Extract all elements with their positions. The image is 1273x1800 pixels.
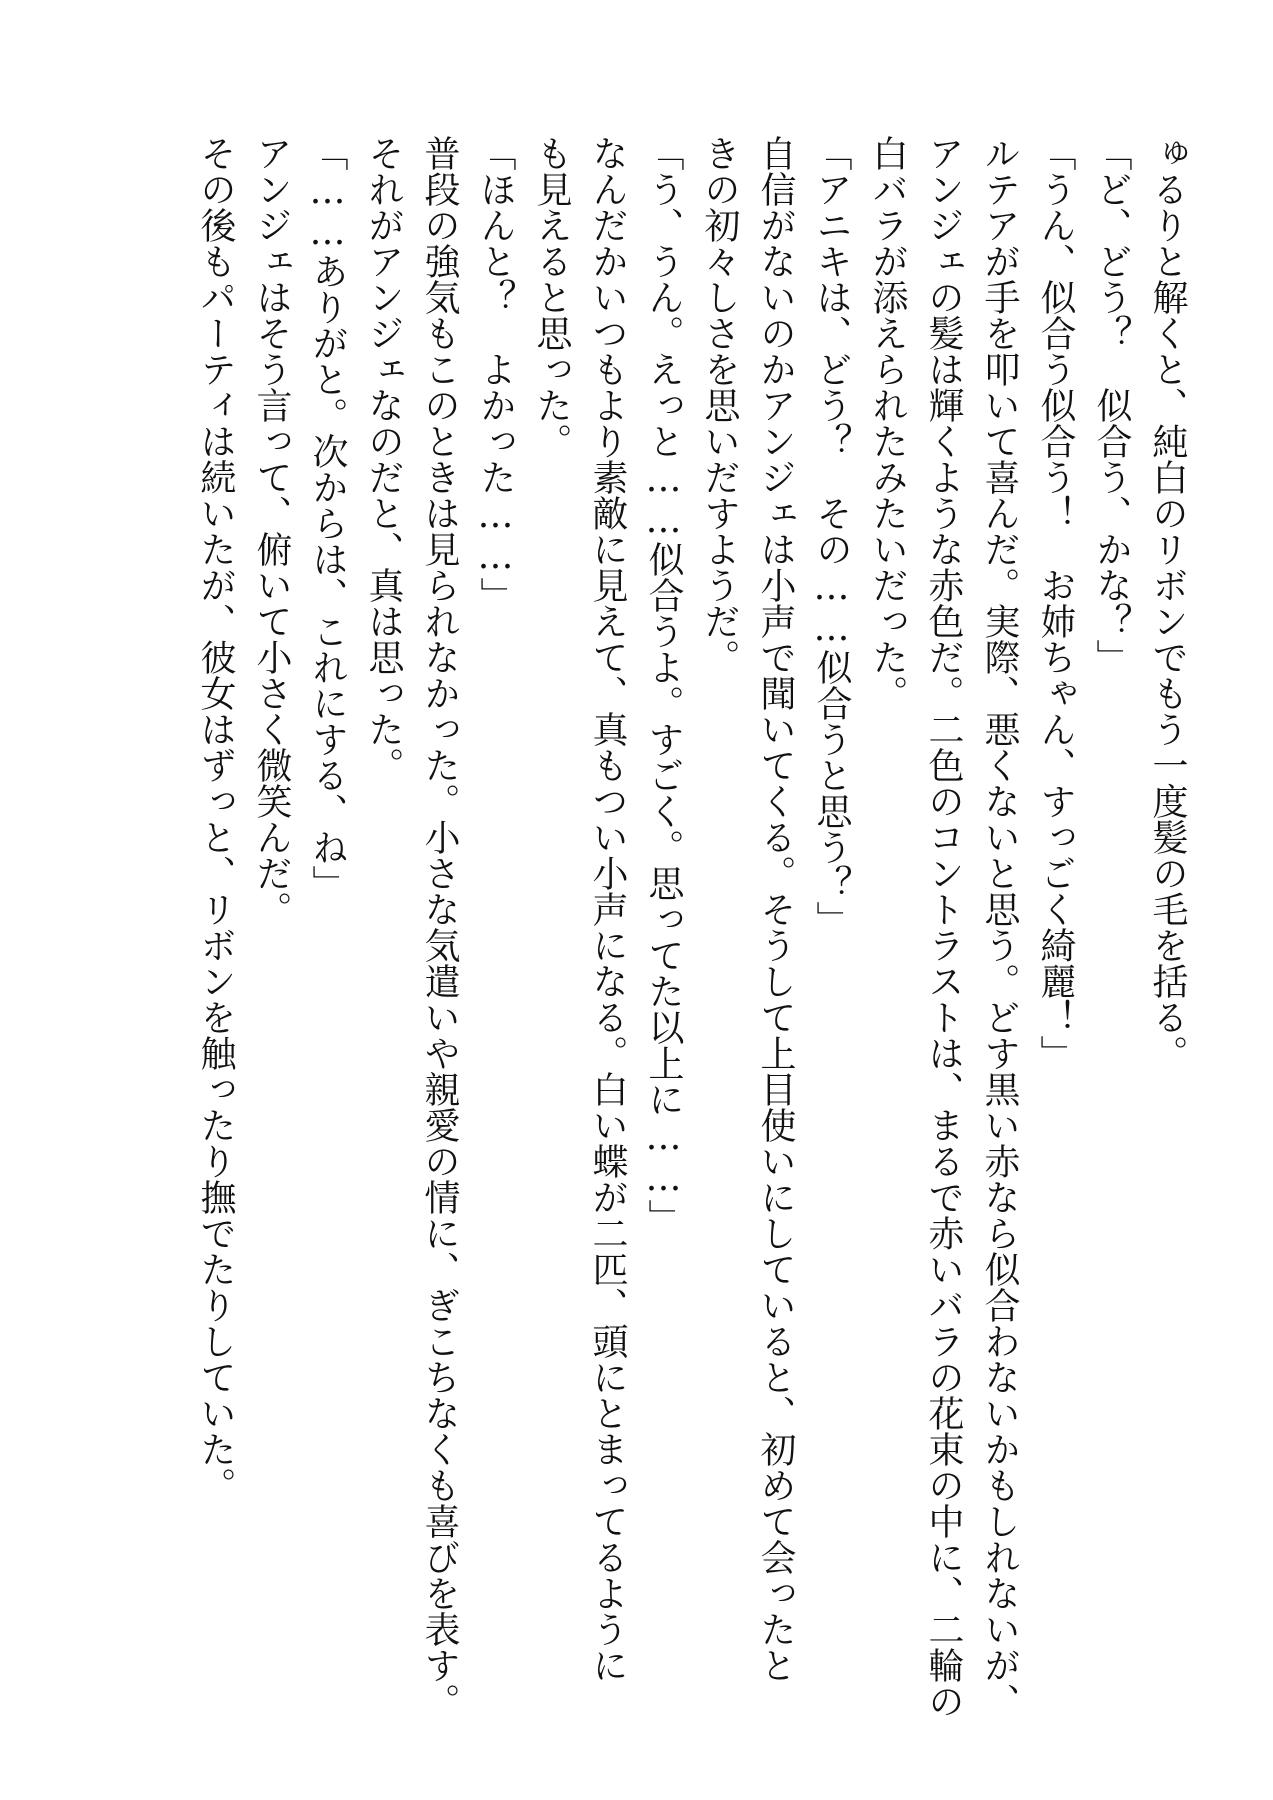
- text-line: それがアンジェなのだと、真は思った。: [363, 135, 404, 783]
- text-line: きの初々しさを思いだすようだ。: [699, 135, 740, 675]
- text-line: 白バラが添えられたみたいだった。: [867, 135, 908, 711]
- text-line: 「……ありがと。次からは、これにする、ね」: [307, 135, 348, 901]
- vertical-text-block: [187, 135, 1195, 1719]
- text-line: も見えると思った。: [531, 135, 572, 459]
- text-line: ルテアが手を叩いて喜んだ。実際、悪くないと思う。どす黒い赤なら似合わないかもしれないが、: [979, 135, 1020, 1719]
- text-line: ゅるりと解くと、純白のリボンでもう一度髪の毛を括る。: [1147, 135, 1188, 1071]
- text-line: 「う、うん。えっと……似合うよ。すごく。思ってた以上に……」: [643, 135, 684, 1235]
- text-line: 「アニキは、どう？ その……似合うと思う？」: [811, 135, 852, 937]
- text-line: アンジェはそう言って、俯いて小さく微笑んだ。: [251, 135, 292, 927]
- text-line: 「ほんと？ よかった……」: [475, 135, 516, 613]
- text-line: 普段の強気もこのときは見られなかった。小さな気遣いや親愛の情に、ぎこちなくも喜びを表す。: [419, 135, 460, 1719]
- text-line: 「うん、似合う似合う！ お姉ちゃん、すっごく綺麗！」: [1035, 135, 1076, 1071]
- text-line: 自信がないのかアンジェは小声で聞いてくる。そうして上目使いにしていると、初めて会ったと: [755, 135, 796, 1683]
- text-line: アンジェの髪は輝くような赤色だ。二色のコントラストは、まるで赤いバラの花束の中に、二輪の: [923, 135, 964, 1719]
- text-line: その後もパーティは続いたが、彼女はずっと、リボンを触ったり撫でたりしていた。: [195, 135, 236, 1503]
- text-line: 「ど、どう？ 似合う、かな？」: [1091, 135, 1132, 675]
- text-line: なんだかいつもより素敵に見えて、真もつい小声になる。白い蝶が二匹、頭にとまってるように: [587, 135, 628, 1683]
